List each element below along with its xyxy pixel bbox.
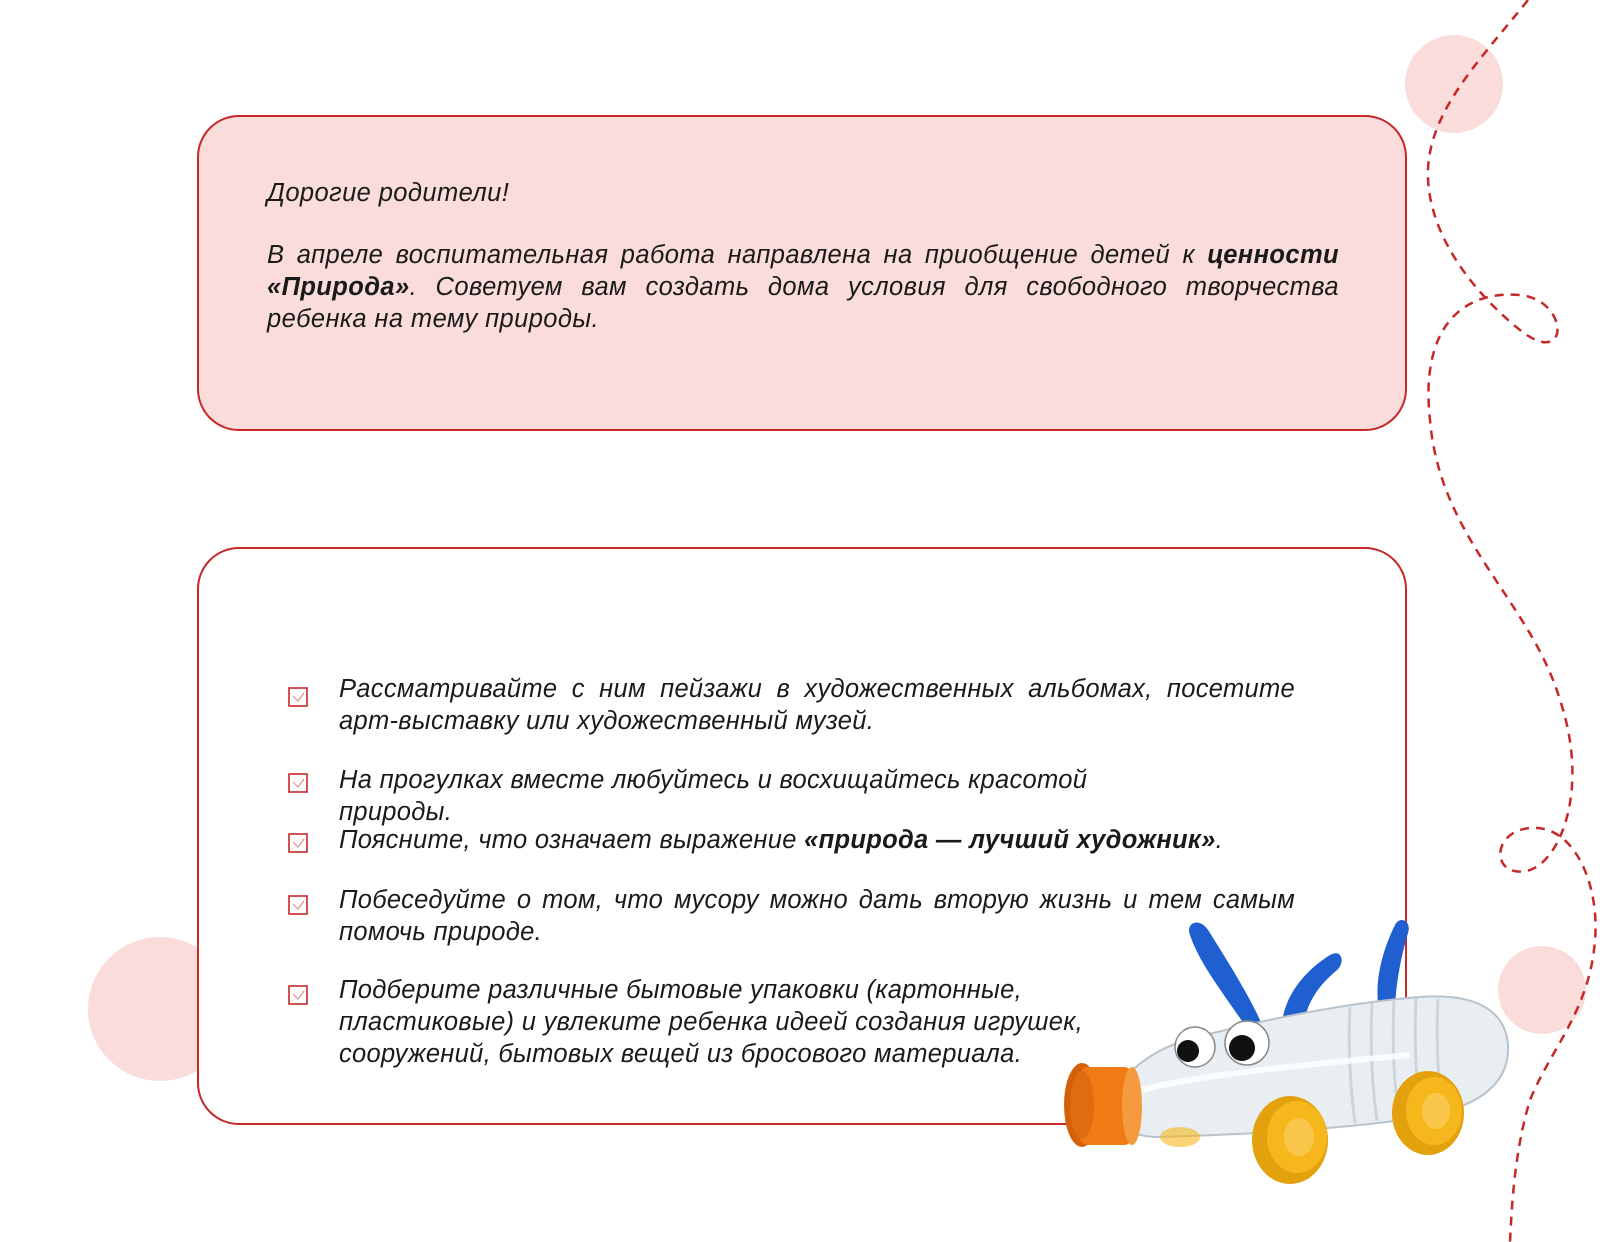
intro-text-after: . Советуем вам создать дома условия для свободного творчества ребенка на тему природы. [267,273,1339,333]
checkbox-icon [288,773,308,793]
bottle-toy-car-image [1050,915,1520,1215]
tip-text-bold: «природа — лучший художник» [804,826,1216,854]
checkbox-icon [288,833,308,853]
intro-text [267,177,1339,335]
intro-text-before: В апреле воспитательная работа направлена на приобщение детей к [267,241,1208,269]
checkbox-icon [288,895,308,915]
tip-text-after: . [1215,826,1223,854]
tip-item [339,824,1259,856]
tip-text-before: Поясните, что означает выражение [339,826,805,854]
intro-text-bold: ценности «Природа» [267,241,1339,301]
tip-item: На прогулках вместе любуйтесь и восхищайтесь красотой природы. [339,766,1088,826]
tip-item: Подберите различные бытовые упаковки (картонные, пластиковые) и увлеките ребенка идеей создания игрушек, сооружений, бытовых вещей из бросового материала. [339,976,1083,1068]
tip-item: Рассматривайте с ним пейзажи в художественных альбомах, посетите арт-выставку или художественный музей. [339,675,1295,735]
greeting: Дорогие родители! [267,179,510,207]
checkbox-icon [288,985,308,1005]
intro-paragraph [267,239,1339,335]
intro-card [197,115,1407,431]
tip-item: Побеседуйте о том, что мусору можно дать вторую жизнь и тем самым помочь природе. [339,886,1295,946]
checkbox-icon [288,687,308,707]
